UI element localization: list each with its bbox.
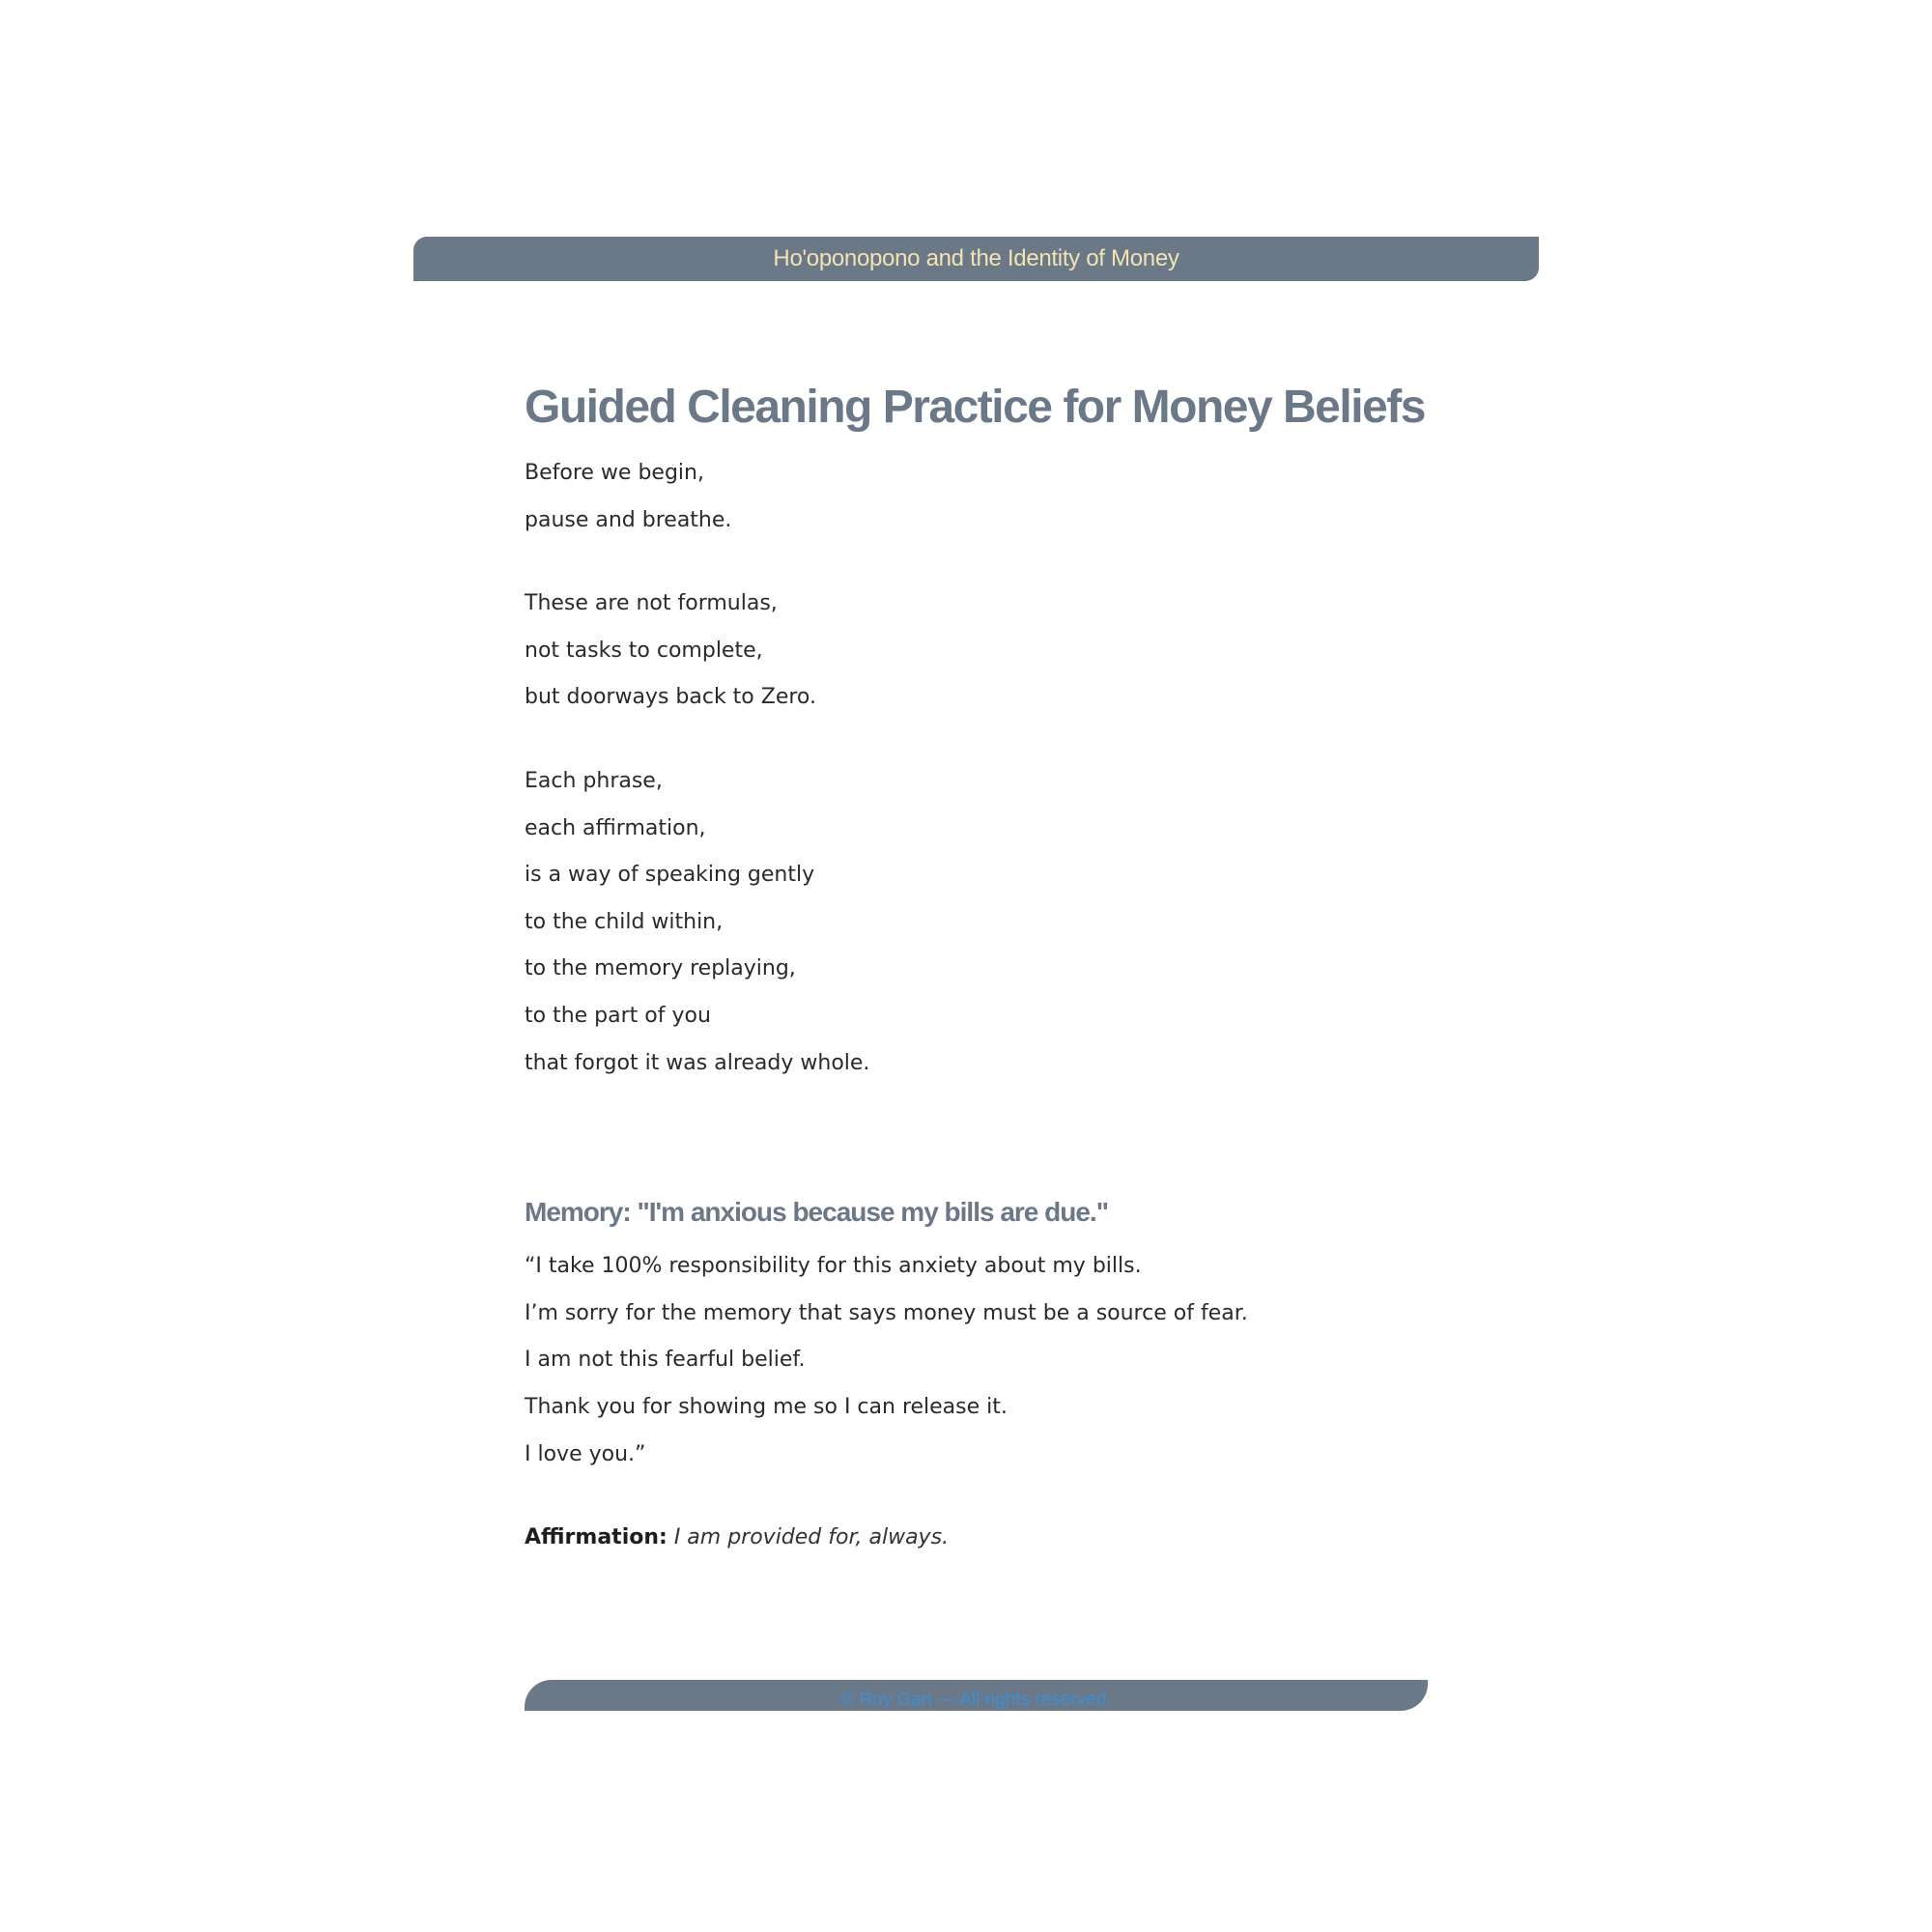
running-header [413,237,1539,281]
text-line: to the part of you [525,1003,711,1028]
prayer-line: I love you.” [525,1441,646,1466]
text-line: each affirmation, [525,815,706,840]
page-content [525,377,1684,1561]
footer-bar [525,1680,1428,1711]
cleaning-prayer [525,1243,1684,1478]
prayer-line: I’m sorry for the memory that says money must be a source of fear. [525,1300,1248,1325]
intro-stanza [525,581,1684,722]
text-line: but doorways back to Zero. [525,685,816,710]
prayer-line: I am not this fearful belief. [525,1348,806,1373]
affirmation-label: Affirmation: [525,1525,668,1550]
book-title: Ho'oponopono and the Identity of Money [773,245,1179,271]
text-line: that forgot it was already whole. [525,1050,870,1075]
page-title: Guided Cleaning Practice for Money Beliefs [525,382,1425,433]
copyright-text: © Roy Gan — All rights reserved. [840,1690,1112,1710]
affirmation [525,1515,1684,1561]
memory-heading: Memory: "I'm anxious because my bills are due." [525,1197,1108,1228]
text-line: These are not formulas, [525,591,778,616]
prayer-line: “I take 100% responsibility for this anxiety about my bills. [525,1254,1142,1279]
text-line: to the child within, [525,909,724,934]
prayer-line: Thank you for showing me so I can release it. [525,1394,1008,1419]
intro-stanza [525,758,1684,1087]
text-line: Each phrase, [525,768,663,793]
text-line: is a way of speaking gently [525,863,815,888]
intro-stanza [525,450,1684,544]
text-line: not tasks to complete, [525,638,763,663]
affirmation-text: I am provided for, always. [673,1525,950,1550]
text-line: pause and breathe. [525,507,732,532]
text-line: Before we begin, [525,461,704,485]
section-spacer [525,1087,1684,1193]
text-line: to the memory replaying, [525,956,796,981]
